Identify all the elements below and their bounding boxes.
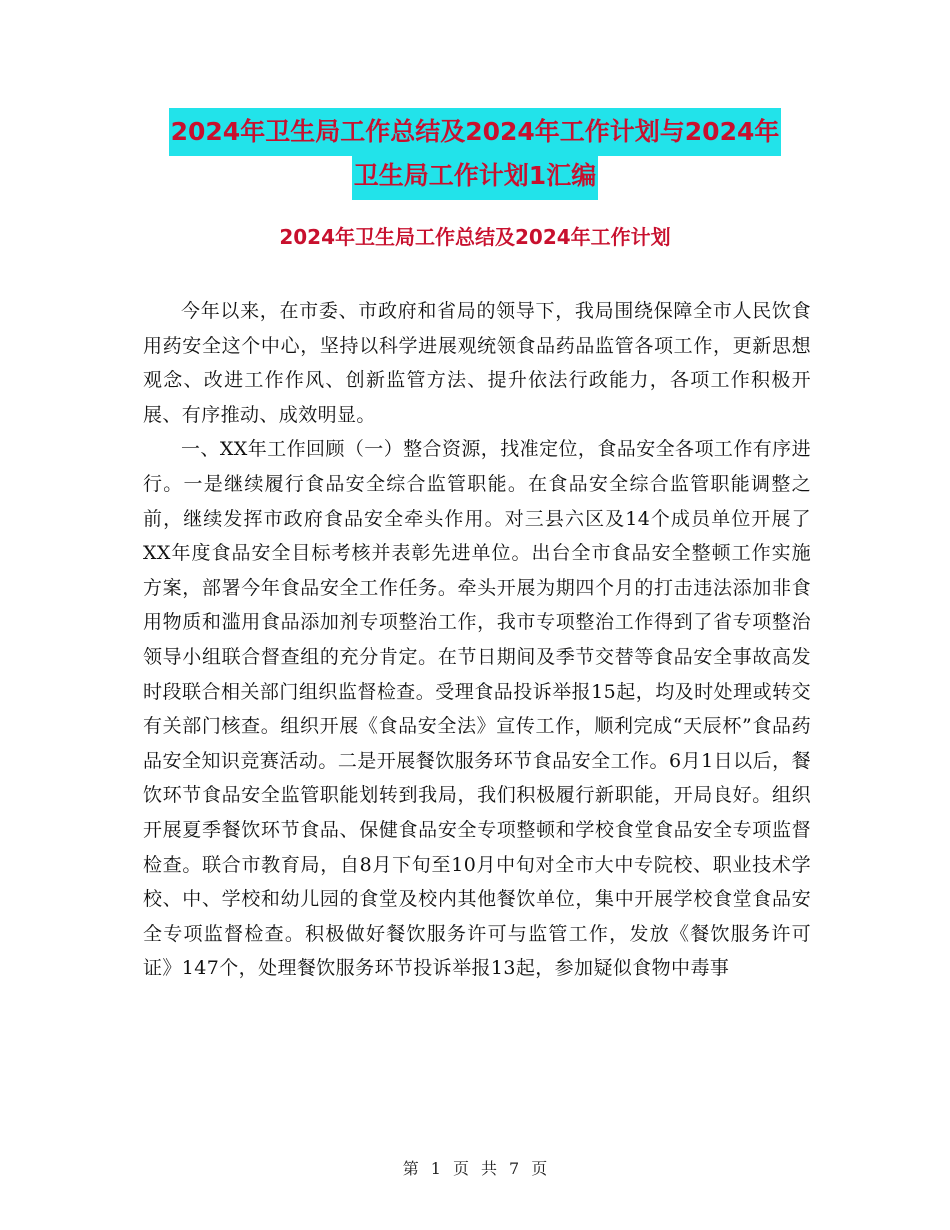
footer-suffix: 页 bbox=[531, 1159, 548, 1178]
title-highlight: 2024年卫生局工作总结及2024年工作计划与2024年 bbox=[169, 108, 782, 156]
page-number: 1 bbox=[430, 1159, 441, 1178]
title-highlight: 卫生局工作计划1汇编 bbox=[352, 152, 598, 200]
footer-total-prefix: 共 bbox=[481, 1159, 498, 1178]
page-footer bbox=[0, 1156, 950, 1179]
total-pages: 7 bbox=[509, 1159, 520, 1178]
document-body bbox=[143, 294, 811, 986]
section-title: 2024年卫生局工作总结及2024年工作计划 bbox=[279, 225, 671, 249]
document-title-line-2 bbox=[140, 152, 810, 200]
document-title-line-1 bbox=[140, 108, 810, 156]
body-paragraph: 今年以来，在市委、市政府和省局的领导下，我局围绕保障全市人民饮食用药安全这个中心，坚持以科学进展观统领食品药品监管各项工作，更新思想观念、改进工作作风、创新监管方法、提升依法行政能力，各项工作积极开展、有序推动、成效明显。 bbox=[143, 300, 811, 426]
footer-page-word: 页 bbox=[452, 1159, 469, 1178]
body-paragraph: 一、XX年工作回顾（一）整合资源，找准定位，食品安全各项工作有序进行。一是继续履行食品安全综合监管职能。在食品安全综合监管职能调整之前，继续发挥市政府食品安全牵头作用。对三县六区及14个成员单位开展了XX年度食品安全目标考核并表彰先进单位。出台全市食品安全整顿工作实施方案，部署今年食品安全工作任务。牵头开展为期四个月的打击违法添加非食用物质和滥用食品添加剂专项整治工作，我市专项整治工作得到了省专项整治领导小组联合督查组的充分肯定。在节日期间及季节交替等食品安全事故高发时段联合相关部门组织监督检查。受理食品投诉举报15起，均及时处理或转交有关部门核查。组织开展《食品安全法》宣传工作，顺利完成“天辰杯”食品药品安全知识竞赛活动。二是开展餐饮服务环节食品安全工作。6月1日以后，餐饮环节食品安全监管职能划转到我局，我们积极履行新职能，开局良好。组织开展夏季餐饮环节食品、保健食品安全专项整顿和学校食堂食品安全专项监督检查。联合市教育局，自8月下旬至10月中旬对全市大中专院校、职业技术学校、中、学校和幼儿园的食堂及校内其他餐饮单位，集中开展学校食堂食品安全专项监督检查。积极做好餐饮服务许可与监管工作，发放《餐饮服务许可证》147个，处理餐饮服务环节投诉举报13起，参加疑似食物中毒事 bbox=[143, 438, 811, 980]
footer-prefix: 第 bbox=[402, 1159, 419, 1178]
